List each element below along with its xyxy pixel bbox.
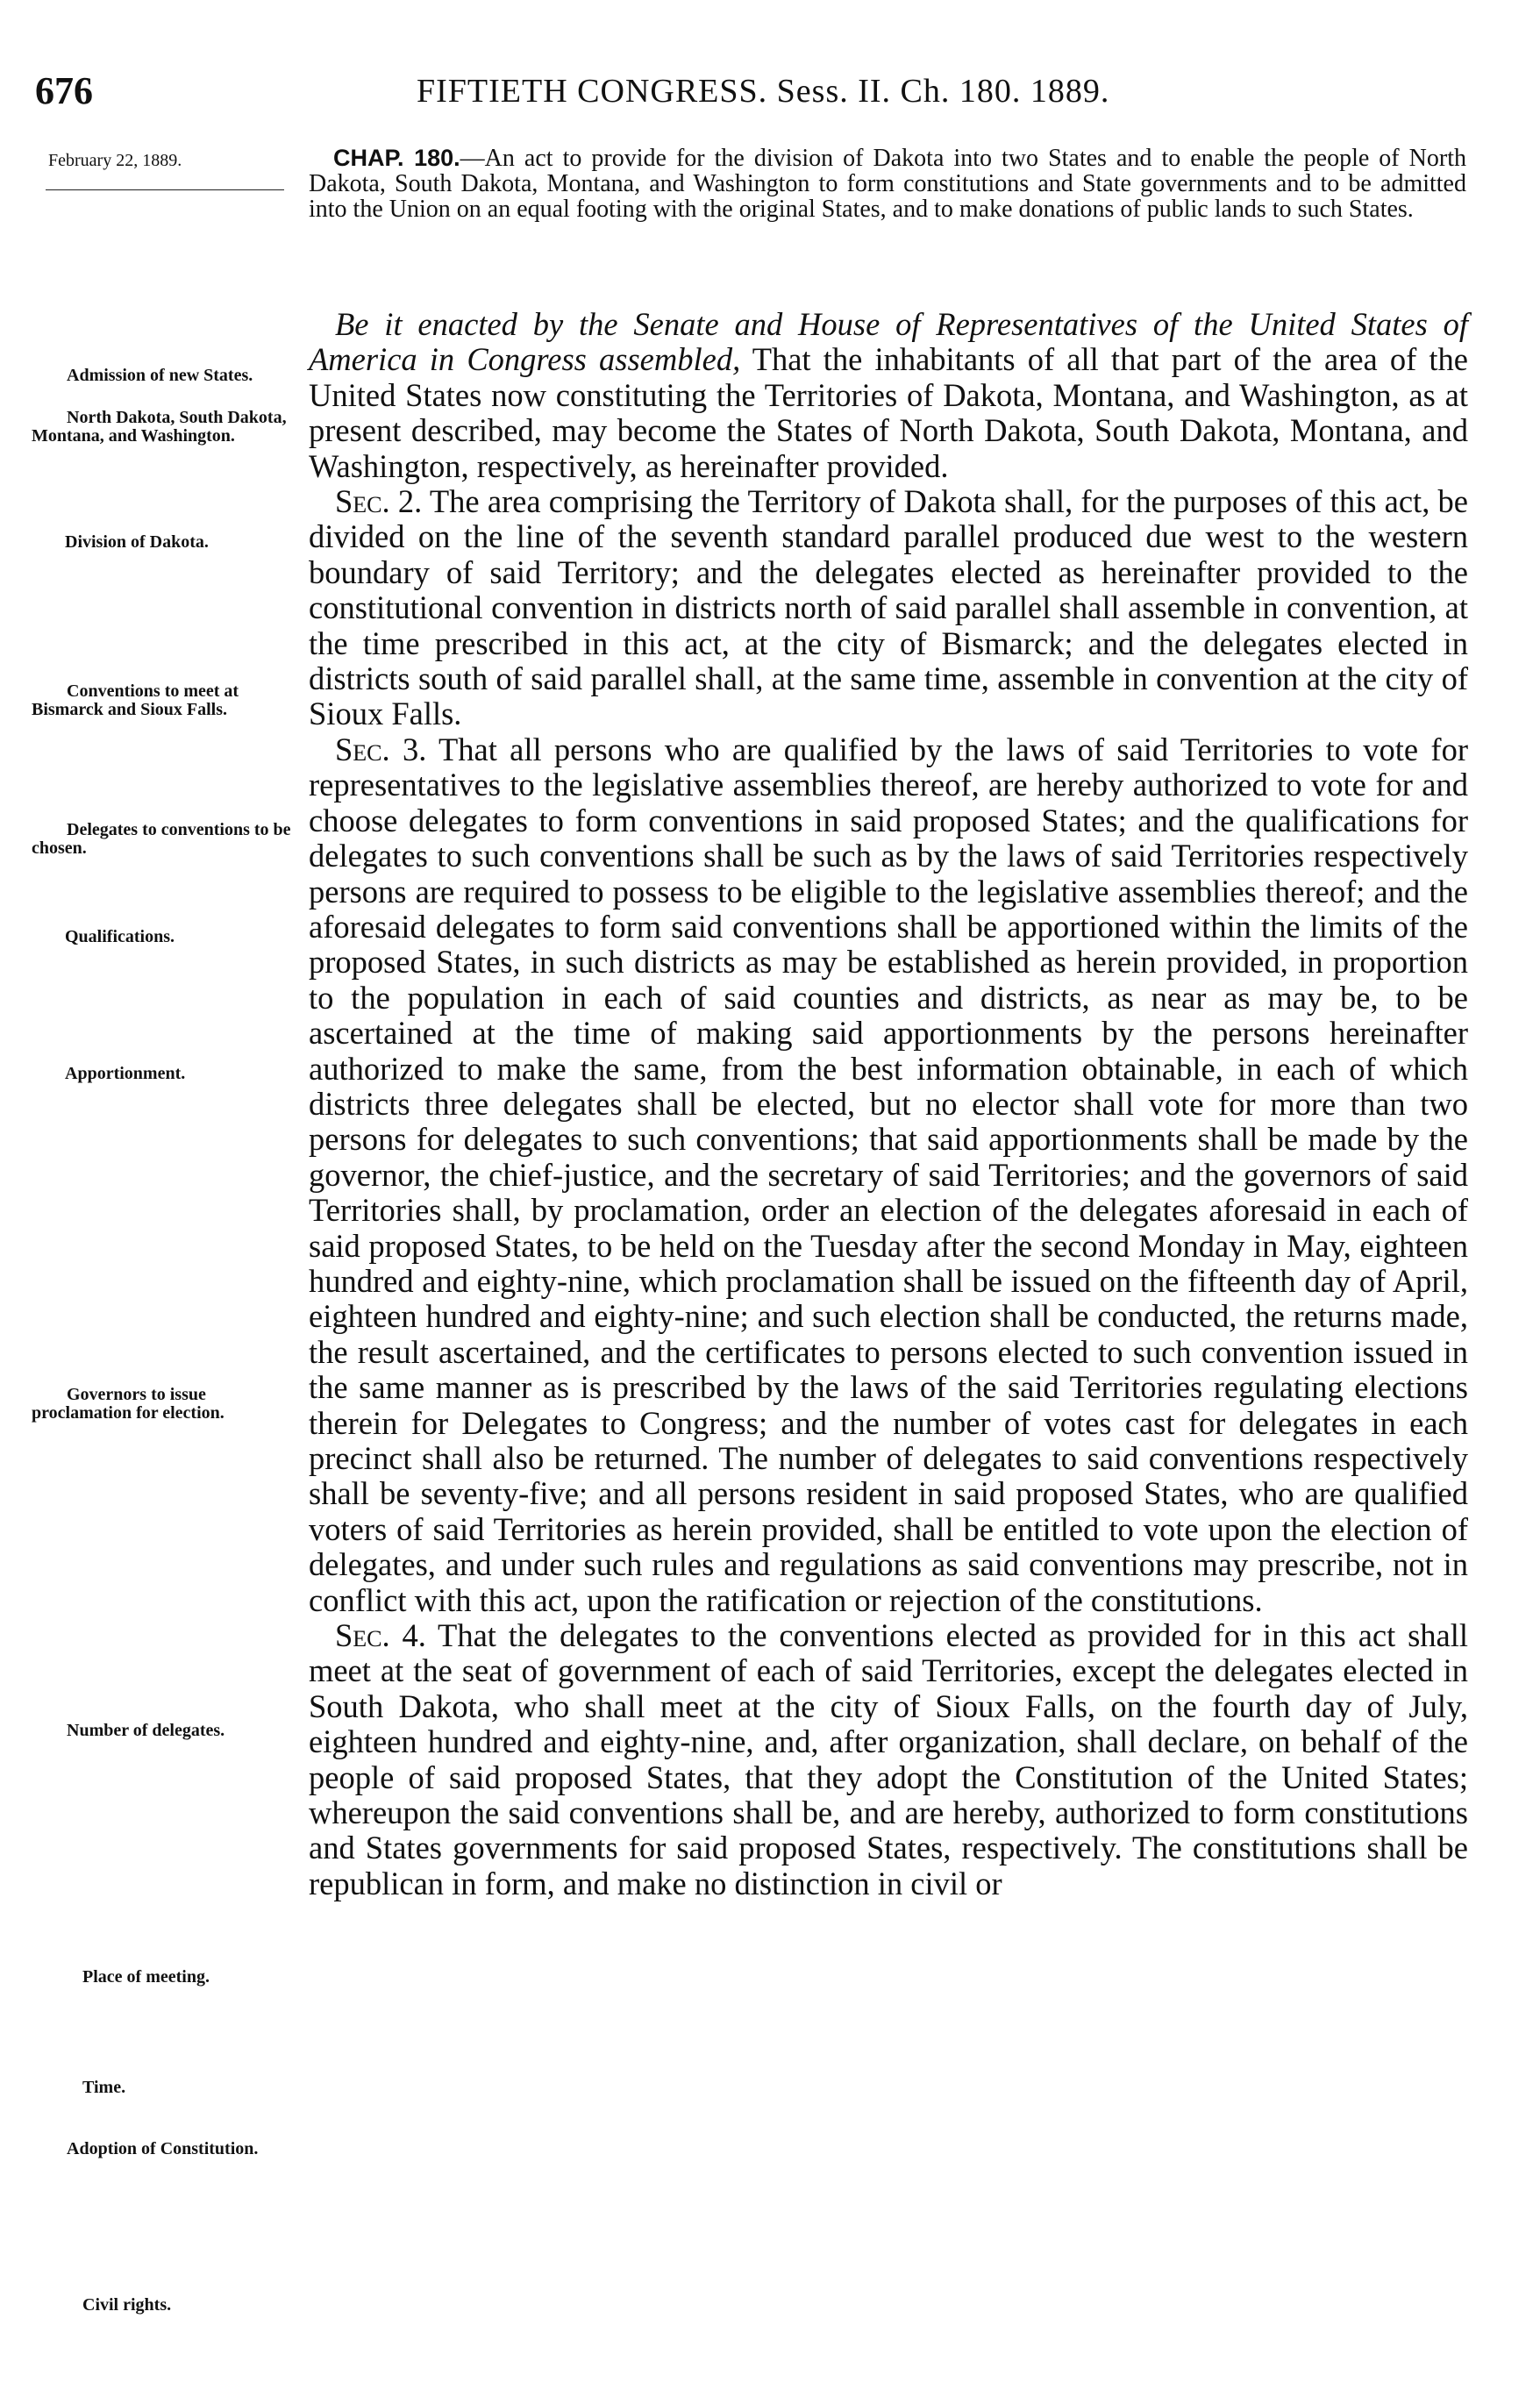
page-number: 676 <box>35 69 93 112</box>
section-2-text: The area comprising the Territory of Dakota shall, for the purposes of this act, be divided on the line of the seventh standard parallel produced due west to the western boundary of said Territory; and the delegates elected as hereinafter provided to the constitutional convention in districts north of said parallel shall assemble in convention, at the time prescribed in this act, at the city of Bismarck; and the delegates elected in districts south of said parallel shall, at the same time, assemble in convention at the city of Sioux Falls. <box>309 483 1468 732</box>
section-4 <box>309 1618 1468 1901</box>
margin-note-division: Division of Dakota. <box>65 532 209 552</box>
margin-note-time: Time. <box>82 2078 126 2097</box>
margin-note-adoption: Adoption of Constitution. <box>67 2139 259 2158</box>
margin-note-states: North Dakota, South Dakota, Montana, and Washington. <box>32 408 287 446</box>
section-3 <box>309 732 1468 1618</box>
margin-note-number: Number of delegates. <box>67 1721 225 1740</box>
section-3-text: That all persons who are qualified by the laws of said Territories to vote for representatives to the legislative assemblies thereof, are hereby authorized to vote for and choose delegates to form conventions in said proposed States; and the qualifications for delegates to such conventions shall be such as by the laws of said Territories respectively persons are required to possess to be eligible to the legislative assemblies thereof; and the aforesaid delegates to form said conventions shall be apportioned within the limits of the proposed States, in such districts as may be established as herein provided, in proportion to the population in each of said counties and districts, as near as may be, to be ascertained at the time of making said apportionments by the persons hereinafter authorized to make the same, from the best information obtainable, in each of which districts three delegates shall be elected, but no elector shall vote for more than two persons for delegates to such conventions; that said apportionments shall be made by the governor, the chief-justice, and the secretary of said Territories; and the governors of said Territories shall, by proclamation, order an election of the delegates aforesaid in each of said proposed States, to be held on the Tuesday after the second Monday in May, eighteen hundred and eighty-nine, which proclamation shall be issued on the fifteenth day of April, eighteen hundred and eighty-nine; and such election shall be conducted, the returns made, the result ascertained, and the certificates to persons elected to such convention issued in the same manner as is prescribed by the laws of the said Territories regulating elections therein for Delegates to Congress; and the number of votes cast for delegates in each precinct shall also be returned. The number of delegates to said conventions respectively shall be seventy-five; and all persons resident in said proposed States, who are qualified voters of said Territories as herein provided, shall be entitled to vote upon the election of delegates, and under such rules and regulations as said conventions may prescribe, not in conflict with this act, upon the ratification or rejection of the constitutions. <box>309 731 1468 1618</box>
margin-note-delegates: Delegates to conventions to be chosen. <box>32 820 291 858</box>
act-body <box>309 307 1468 1901</box>
margin-note-civil-rights: Civil rights. <box>82 2295 172 2315</box>
section-1-text: That the inhabitants of all that part of the area of the United States now constituting the Territories of Dakota, Montana, and Washington, as at present described, may become the States of North Dakota, South Dakota, Montana, and Washington, respectively, as hereinafter provided. <box>309 341 1468 484</box>
section-3-label: Sec. 3. <box>335 731 427 767</box>
page-header <box>35 68 1482 121</box>
section-1 <box>309 307 1468 484</box>
margin-note-admission: Admission of new States. <box>67 366 253 385</box>
margin-note-apportionment: Apportionment. <box>65 1064 186 1083</box>
margin-note-conventions: Conventions to meet at Bismarck and Sioux Falls. <box>32 681 239 719</box>
date-rule <box>46 189 284 190</box>
section-2 <box>309 484 1468 732</box>
section-2-label: Sec. 2. <box>335 483 423 520</box>
running-head: FIFTIETH CONGRESS. Sess. II. Ch. 180. 1889. <box>417 73 1110 110</box>
enacting-clause: Be it enacted by the Senate and House of Representatives of the United States of America in Congress assembled, <box>309 306 1468 378</box>
section-4-text: That the delegates to the conventions elected as provided for in this act shall meet at the seat of government of each of said Territories, except the delegates elected in South Dakota, who shall meet at the city of Sioux Falls, on the fourth day of July, eighteen hundred and eighty-nine, and, after organization, shall declare, on behalf of the people of said proposed States, that they adopt the Constitution of the United States; whereupon the said conventions shall be, and are hereby, authorized to form constitutions and States governments for said proposed States, respectively. The constitutions shall be republican in form, and make no distinction in civil or <box>309 1617 1468 1901</box>
act-title <box>309 146 1466 222</box>
margin-note-qualifications: Qualifications. <box>65 927 175 946</box>
margin-note-place: Place of meeting. <box>82 1967 210 1987</box>
margin-note-governors: Governors to issue proclamation for election. <box>32 1385 225 1423</box>
act-title-text: —An act to provide for the division of Dakota into two States and to enable the people of North Dakota, South Dakota, Montana, and Washington to form constitutions and State governments and to be admitted into the Union on an equal footing with the original States, and to make donations of public lands to such States. <box>309 145 1467 223</box>
date-note: February 22, 1889. <box>48 151 182 170</box>
chapter-label: CHAP. 180. <box>333 145 460 171</box>
section-4-label: Sec. 4. <box>335 1617 426 1654</box>
